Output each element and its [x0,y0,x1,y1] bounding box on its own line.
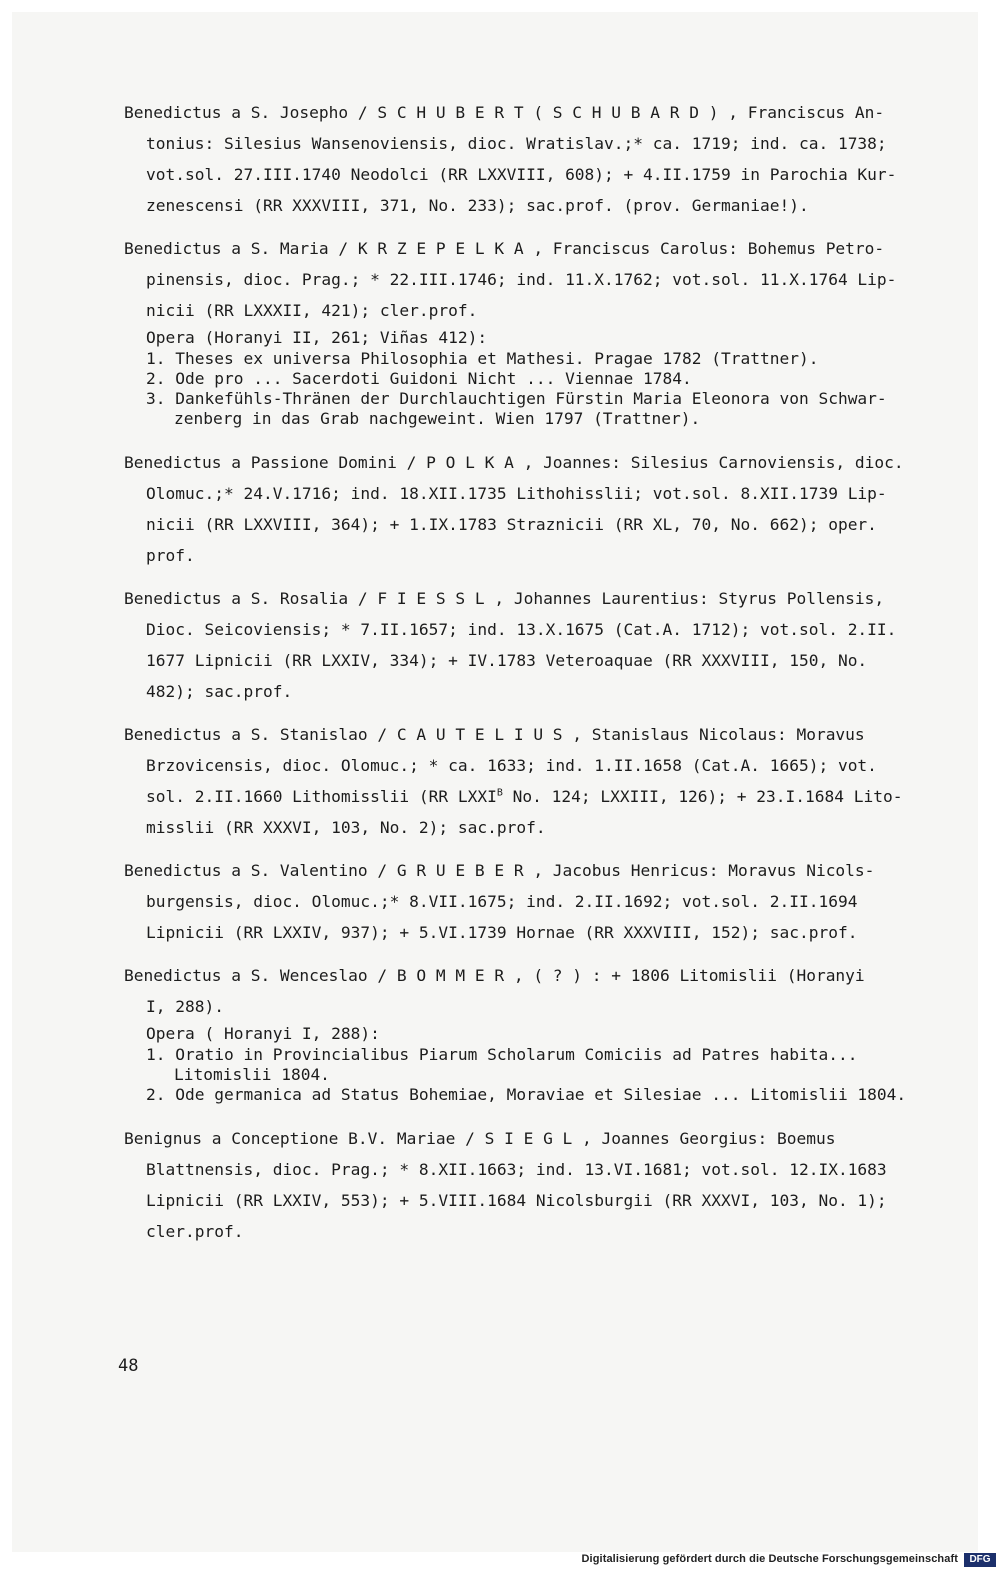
opera-list [146,1022,954,1105]
entry-line: Lipnicii (RR LXXIV, 553); + 5.VIII.1684 Nicolsburgii (RR XXXVI, 103, No. 1); [146,1191,887,1210]
entry-line: vot.sol. 27.III.1740 Neodolci (RR LXXVIII, 608); + 4.II.1759 in Parochia Kur- [146,165,897,184]
opera-heading: Opera (Horanyi II, 261; Viñas 412): [146,328,488,347]
entry-line: tonius: Silesius Wansenoviensis, dioc. Wratislav.;* ca. 1719; ind. ca. 1738; [146,134,887,153]
dfg-logo: DFG [964,1553,996,1567]
opera-list [146,326,954,429]
entry-schubert [124,97,954,221]
entry-line [124,781,954,812]
document-body [124,97,954,1259]
entry-line: Benedictus a Passione Domini / P O L K A , Joannes: Silesius Carnoviensis, dioc. [124,453,904,472]
entry-line: Benignus a Conceptione B.V. Mariae / S I E G L , Joannes Georgius: Boemus [124,1129,836,1148]
entry-line: Benedictus a S. Josepho / S C H U B E R T ( S C H U B A R D ) , Franciscus An- [124,103,885,122]
entry-line: nicii (RR LXXVIII, 364); + 1.IX.1783 Straznicii (RR XL, 70, No. 662); oper. [146,515,877,534]
entry-line-tail: No. 124; LXXIII, 126); + 23.I.1684 Lito- [502,787,903,806]
opera-item: 1. Oratio in Provincialibus Piarum Scholarum Comiciis ad Patres habita... [146,1045,858,1064]
opera-item: 2. Ode germanica ad Status Bohemiae, Moraviae et Silesiae ... Litomislii 1804. [146,1085,907,1104]
entry-line: Benedictus a S. Wenceslao / B O M M E R , ( ? ) : + 1806 Litomislii (Horanyi [124,966,865,985]
opera-heading: Opera ( Horanyi I, 288): [146,1024,380,1043]
opera-item: 1. Theses ex universa Philosophia et Mathesi. Pragae 1782 (Trattner). [146,349,819,368]
entry-line: cler.prof. [146,1222,244,1241]
entry-krzepelka [124,233,954,429]
page-number: 48 [118,1356,139,1376]
entry-line: Benedictus a S. Valentino / G R U E B E R , Jacobus Henricus: Moravus Nicols- [124,861,875,880]
entry-line: Benedictus a S. Maria / K R Z E P E L K A , Franciscus Carolus: Bohemus Petro- [124,239,885,258]
entry-line: 1677 Lipnicii (RR LXXIV, 334); + IV.1783 Veteroaquae (RR XXXVIII, 150, No. [146,651,868,670]
entry-line: Olomuc.;* 24.V.1716; ind. 18.XII.1735 Lithohisslii; vot.sol. 8.XII.1739 Lip- [146,484,887,503]
entry-line: misslii (RR XXXVI, 103, No. 2); sac.prof. [146,818,546,837]
footer-credit: Digitalisierung gefördert durch die Deutsche Forschungsgemeinschaft [581,1553,958,1565]
entry-siegl [124,1123,954,1247]
entry-line-head: sol. 2.II.1660 Lithomisslii (RR LXXI [146,787,497,806]
entry-line: Lipnicii (RR LXXIV, 937); + 5.VI.1739 Hornae (RR XXXVIII, 152); sac.prof. [146,923,858,942]
opera-item: Litomislii 1804. [174,1065,330,1084]
opera-item: 2. Ode pro ... Sacerdoti Guidoni Nicht ... Viennae 1784. [146,369,692,388]
entry-cautelius [124,719,954,843]
superscript: B [496,787,503,799]
entry-line: zenescensi (RR XXXVIII, 371, No. 233); sac.prof. (prov. Germaniae!). [146,196,809,215]
entry-line: pinensis, dioc. Prag.; * 22.III.1746; ind. 11.X.1762; vot.sol. 11.X.1764 Lip- [146,270,897,289]
opera-item: 3. Dankefühls-Thränen der Durchlauchtigen Fürstin Maria Eleonora von Schwar- [146,389,887,408]
opera-item: zenberg in das Grab nachgeweint. Wien 1797 (Trattner). [174,409,701,428]
entry-line: burgensis, dioc. Olomuc.;* 8.VII.1675; ind. 2.II.1692; vot.sol. 2.II.1694 [146,892,858,911]
entry-line: Benedictus a S. Rosalia / F I E S S L , Johannes Laurentius: Styrus Pollensis, [124,589,885,608]
entry-line: nicii (RR LXXXII, 421); cler.prof. [146,301,478,320]
entry-line: I, 288). [146,997,224,1016]
entry-grueber [124,855,954,948]
entry-line: Blattnensis, dioc. Prag.; * 8.XII.1663; ind. 13.VI.1681; vot.sol. 12.IX.1683 [146,1160,887,1179]
entry-line: Dioc. Seicoviensis; * 7.II.1657; ind. 13.X.1675 (Cat.A. 1712); vot.sol. 2.II. [146,620,897,639]
entry-fiessl [124,583,954,707]
entry-line: 482); sac.prof. [146,682,293,701]
entry-line: Benedictus a S. Stanislao / C A U T E L I U S , Stanislaus Nicolaus: Moravus [124,725,865,744]
entry-line: Brzovicensis, dioc. Olomuc.; * ca. 1633; ind. 1.II.1658 (Cat.A. 1665); vot. [146,756,877,775]
entry-polka [124,447,954,571]
entry-line: prof. [146,546,195,565]
entry-bommer [124,960,954,1105]
